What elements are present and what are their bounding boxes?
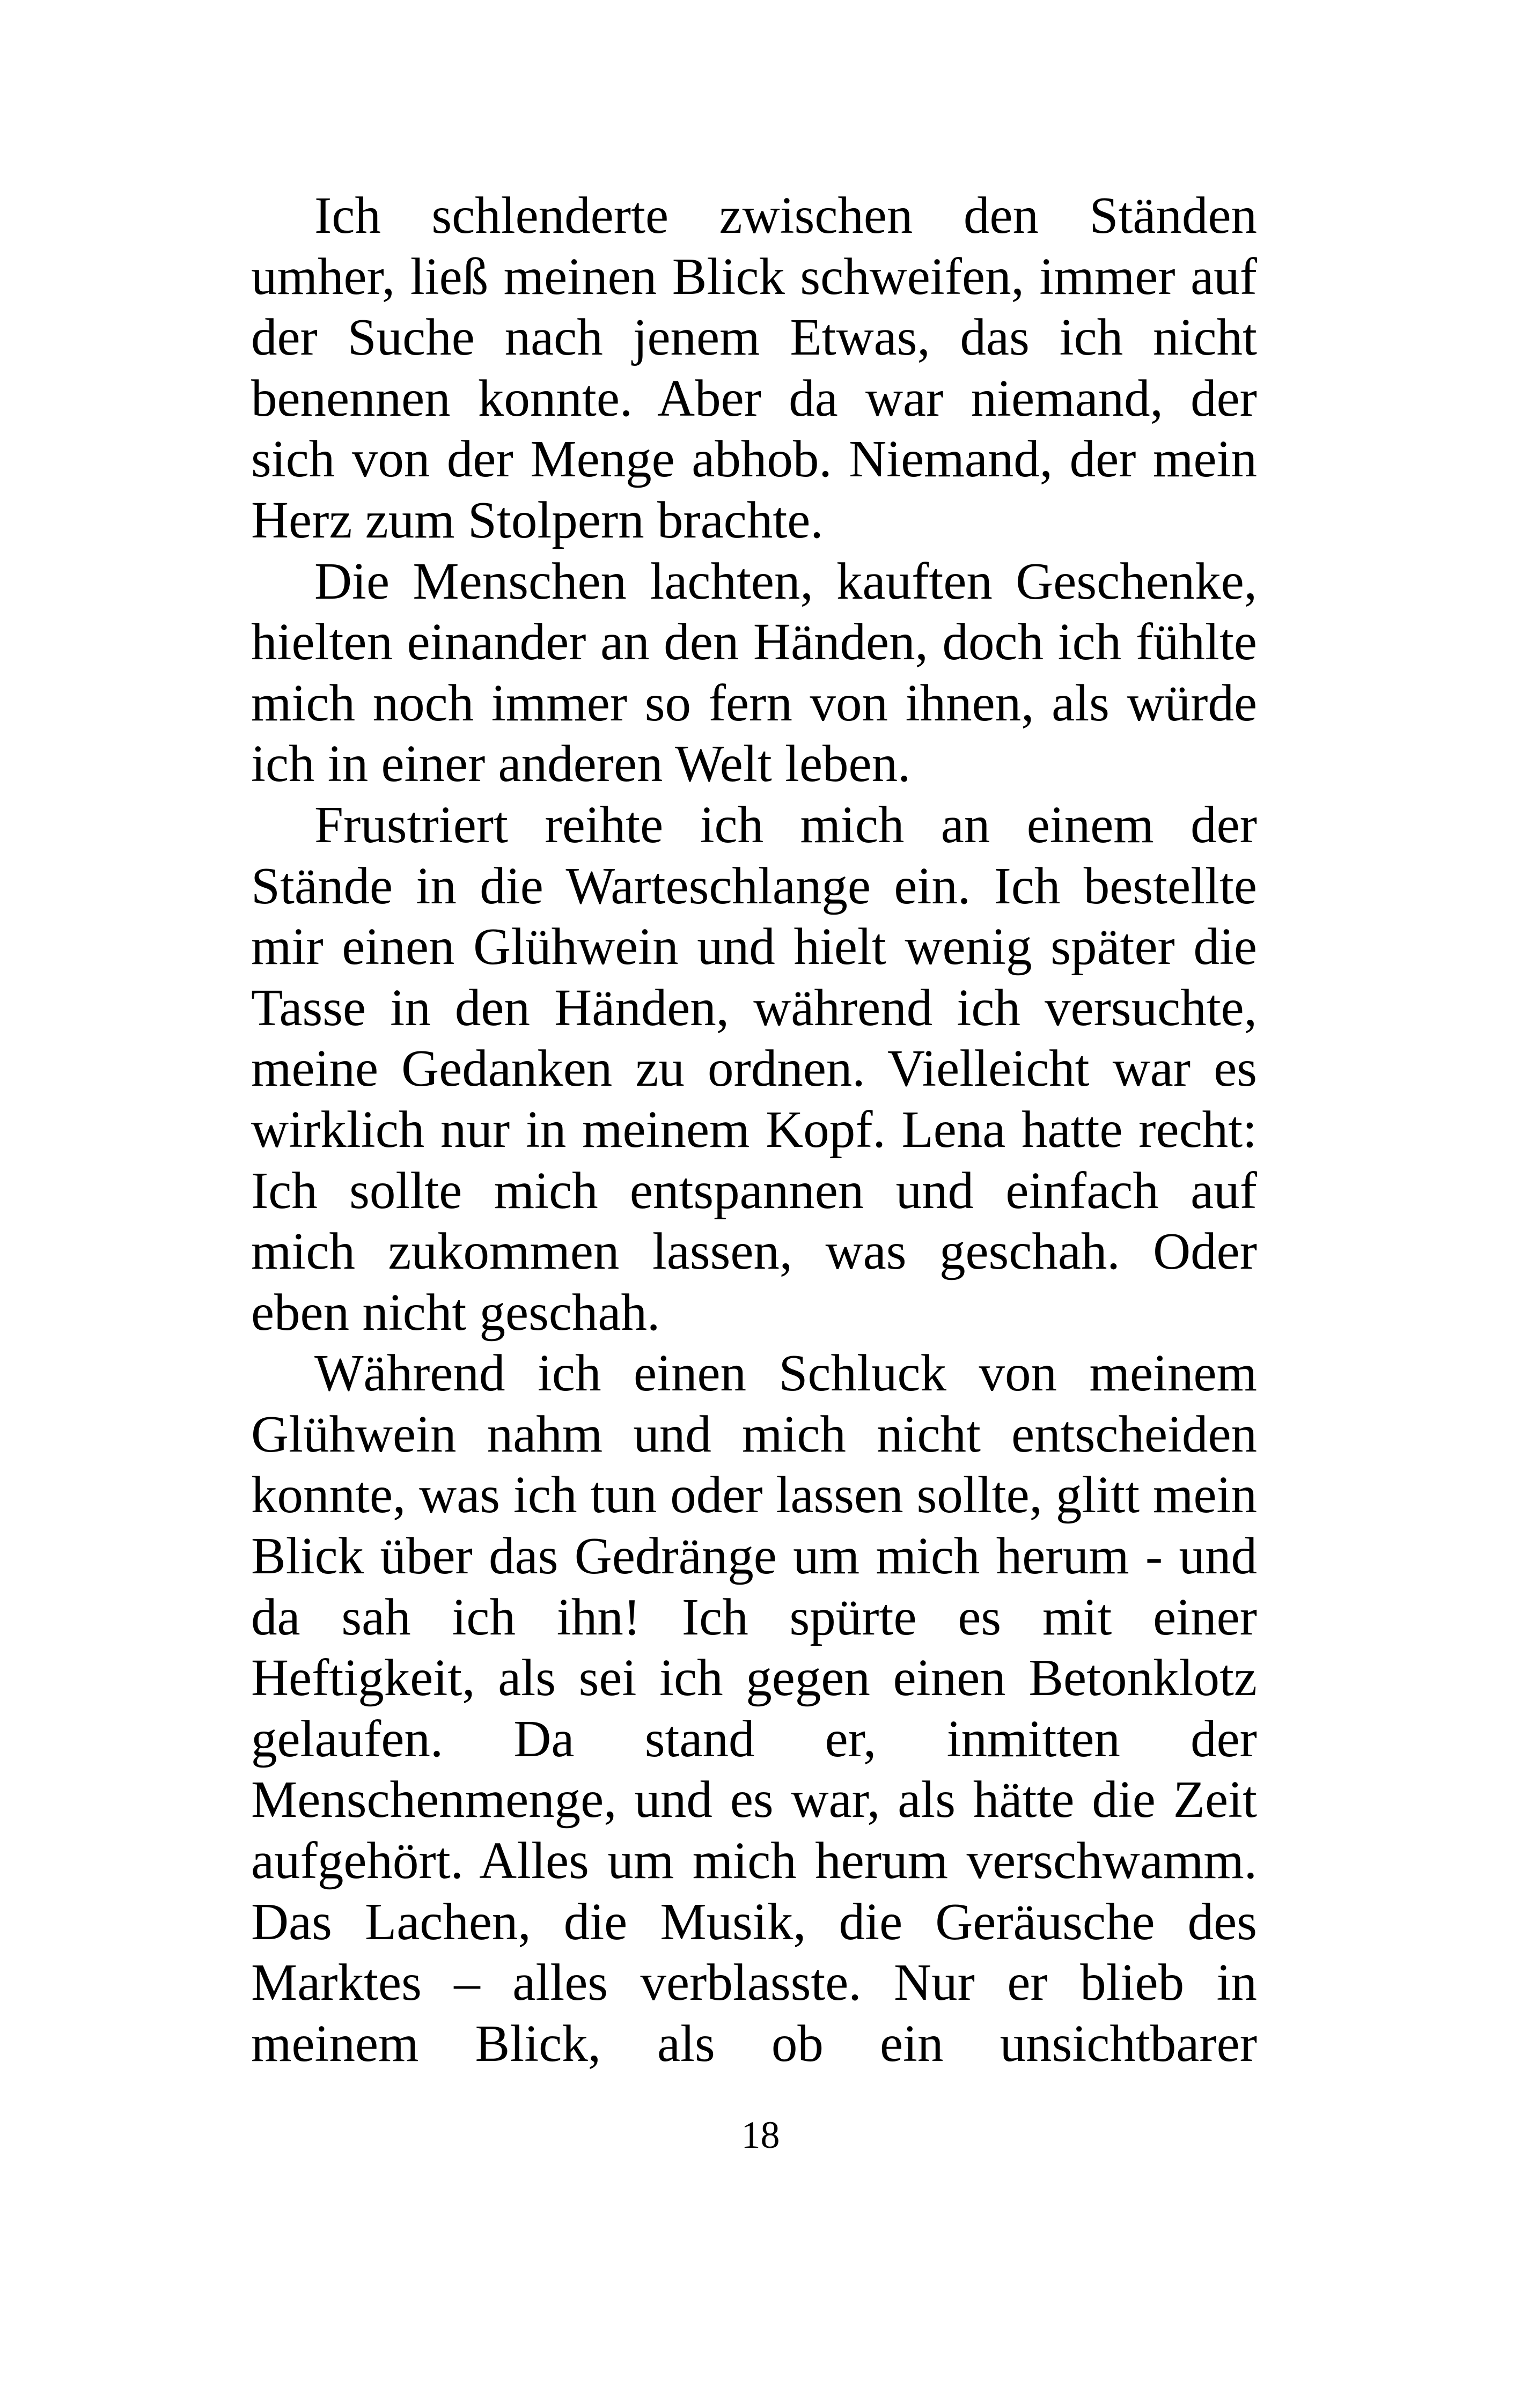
text-line: Ich schlenderte zwischen den Ständen: [314, 187, 1257, 244]
text-line: Heftigkeit, als sei ich gegen einen Betonklotz: [251, 1649, 1257, 1707]
paragraph-4: [251, 1343, 1257, 2074]
text-line: mich zukommen lassen, was geschah. Oder: [251, 1223, 1257, 1280]
text-line: Während ich einen Schluck von meinem: [314, 1344, 1257, 1402]
text-line: Herz zum Stolpern brachte.: [251, 491, 824, 549]
text-line: Das Lachen, die Musik, die Geräusche des: [251, 1892, 1257, 1950]
text-line: Blick über das Gedränge um mich herum - und: [251, 1527, 1257, 1585]
text-line: gelaufen. Da stand er, inmitten der: [251, 1710, 1257, 1768]
text-line: ich in einer anderen Welt leben.: [251, 735, 911, 793]
text-line: konnte, was ich tun oder lassen sollte, glitt mein: [251, 1466, 1257, 1524]
page-number: 18: [741, 2114, 780, 2156]
text-line: hielten einander an den Händen, doch ich fühlte: [251, 613, 1257, 671]
paragraph-3: [251, 794, 1257, 1343]
text-line: Frustriert reihte ich mich an einem der: [314, 796, 1257, 853]
text-line: aufgehört. Alles um mich herum verschwamm.: [251, 1832, 1257, 1890]
text-line: Tasse in den Händen, während ich versuchte,: [251, 978, 1257, 1036]
text-line: da sah ich ihn! Ich spürte es mit einer: [251, 1588, 1257, 1646]
body-text: [251, 185, 1257, 2074]
text-line: wirklich nur in meinem Kopf. Lena hatte recht:: [251, 1100, 1257, 1158]
text-line: Marktes – alles verblasste. Nur er blieb in: [251, 1954, 1257, 2012]
text-line: mich noch immer so fern von ihnen, als würde: [251, 674, 1257, 732]
text-line: Glühwein nahm und mich nicht entscheiden: [251, 1405, 1257, 1463]
text-line: der Suche nach jenem Etwas, das ich nicht: [251, 308, 1257, 366]
text-line: umher, ließ meinen Blick schweifen, immer auf: [251, 247, 1257, 305]
paragraph-2: [251, 551, 1257, 794]
text-line: Menschenmenge, und es war, als hätte die Zeit: [251, 1771, 1257, 1829]
paragraph-1: [251, 185, 1257, 551]
text-line: sich von der Menge abhob. Niemand, der mein: [251, 430, 1257, 488]
text-line: Stände in die Warteschlange ein. Ich bestellte: [251, 857, 1257, 915]
text-line: Ich sollte mich entspannen und einfach auf: [251, 1161, 1257, 1219]
text-line: benennen konnte. Aber da war niemand, der: [251, 369, 1257, 427]
text-line: meine Gedanken zu ordnen. Vielleicht war es: [251, 1040, 1257, 1098]
text-line: Die Menschen lachten, kauften Geschenke,: [314, 552, 1257, 610]
text-line: meinem Blick, als ob ein unsichtbarer: [251, 2014, 1257, 2072]
text-line: eben nicht geschah.: [251, 1283, 660, 1341]
text-line: mir einen Glühwein und hielt wenig später die: [251, 918, 1257, 976]
